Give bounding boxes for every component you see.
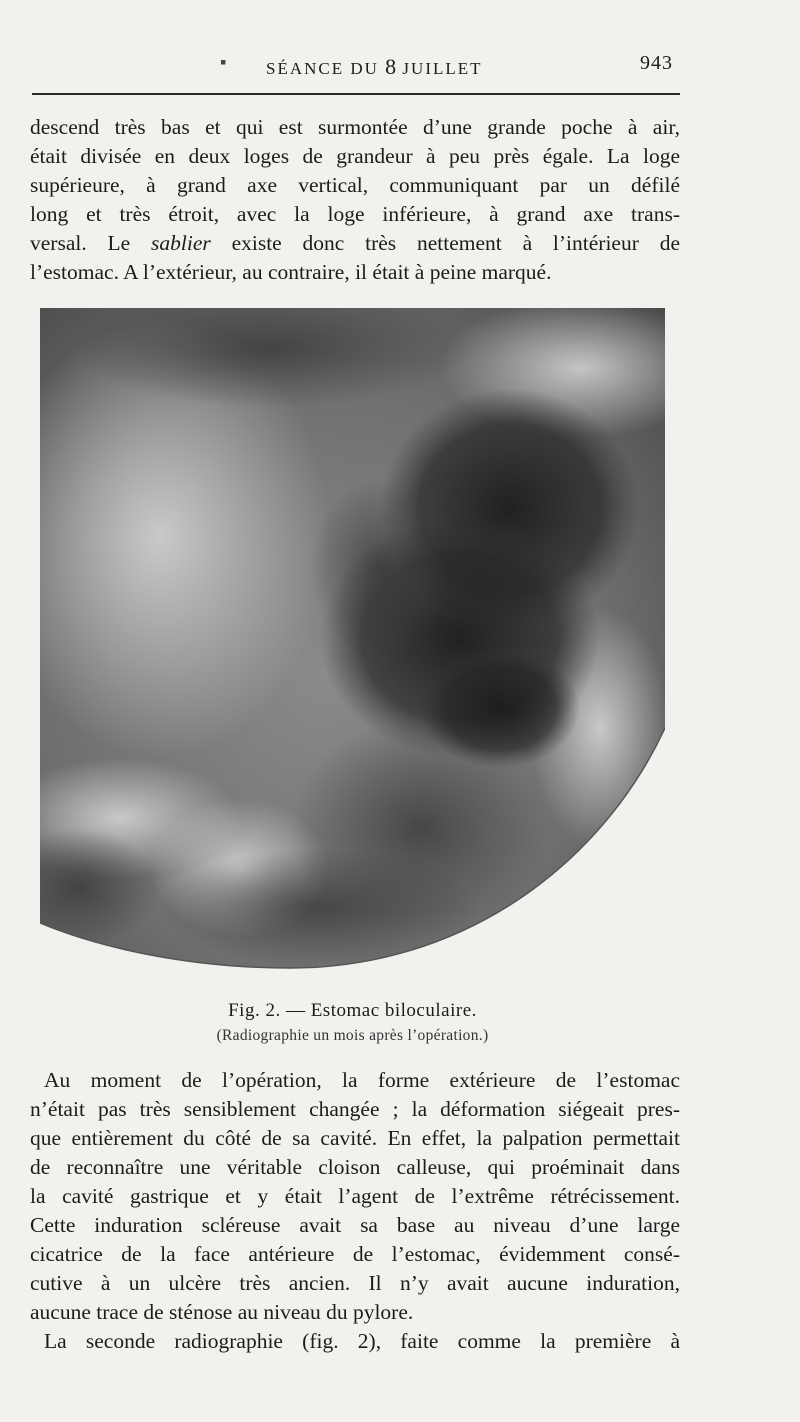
paragraph-1 [30, 113, 680, 287]
text-line: Cette induration scléreuse avait sa base au niveau d’une large [30, 1213, 680, 1237]
radiograph-figure [40, 308, 665, 973]
running-head [30, 50, 680, 80]
text-line: versal. Le sablier existe donc très nettement à l’intérieur de [30, 231, 680, 255]
text-line: la cavité gastrique et y était l’agent de l’extrême rétrécissement. [30, 1184, 680, 1208]
text-line: de reconnaître une véritable cloison calleuse, qui proéminait dans [30, 1155, 680, 1179]
italic-word: sablier [151, 231, 211, 255]
figure-subcaption: (Radiographie un mois après l’opération.) [216, 1027, 489, 1044]
radiograph-image [40, 308, 665, 973]
text-line: La seconde radiographie (fig. 2), faite comme la première à [44, 1329, 680, 1353]
text-line: était divisée en deux loges de grandeur à peu près égale. La loge [30, 144, 680, 168]
text-line: long et très étroit, avec la loge inférieure, à grand axe trans- [30, 202, 680, 226]
header-rule [32, 93, 680, 95]
page-number: 943 [640, 52, 673, 74]
paragraph-2 [30, 1066, 680, 1356]
text-line: l’estomac. A l’extérieur, au contraire, il était à peine marqué. [30, 260, 552, 284]
text-line: n’était pas très sensiblement changée ; la déformation siégeait pres- [30, 1097, 680, 1121]
text-line: supérieure, à grand axe vertical, communiquant par un défilé [30, 173, 680, 197]
text-line: cicatrice de la face antérieure de l’estomac, évidemment consé- [30, 1242, 680, 1266]
text-line: que entièrement du côté de sa cavité. En effet, la palpation permettait [30, 1126, 680, 1150]
text-line: Au moment de l’opération, la forme extérieure de l’estomac [44, 1068, 680, 1092]
figure-caption: Fig. 2. — Estomac biloculaire. [228, 1000, 477, 1021]
text-line: aucune trace de sténose au niveau du pylore. [30, 1300, 414, 1324]
ornament-dot: ▪ [220, 52, 227, 72]
text-line: descend très bas et qui est surmontée d’une grande poche à air, [30, 115, 680, 139]
running-title: SÉANCE DU 8 JUILLET [266, 54, 483, 79]
text-line: cutive à un ulcère très ancien. Il n’y avait aucune induration, [30, 1271, 680, 1295]
